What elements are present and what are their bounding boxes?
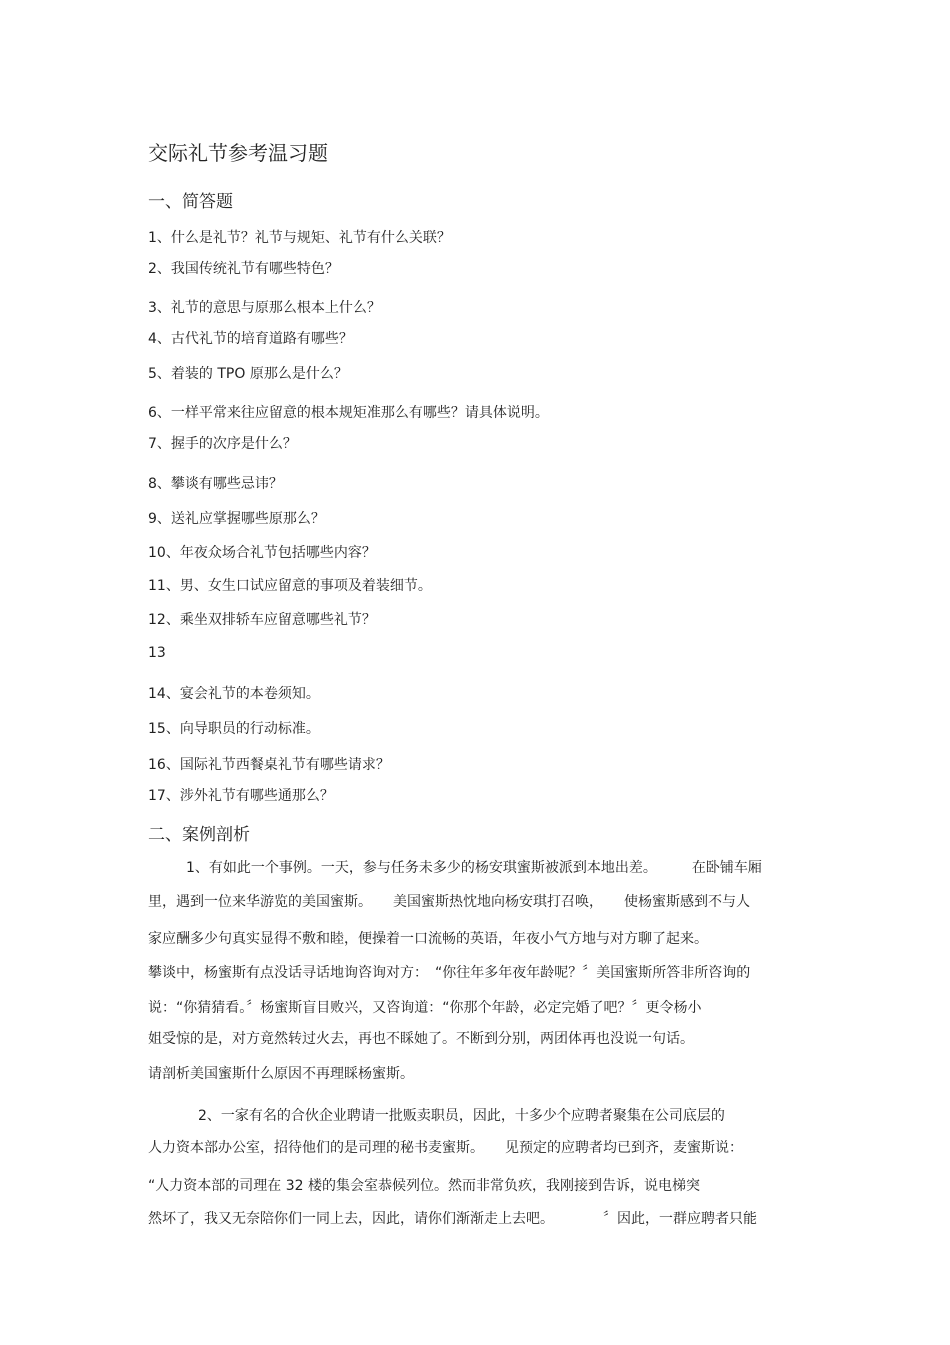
question-item: 12、乘坐双排轿车应留意哪些礼节？ (148, 612, 376, 628)
question-item: 8、攀谈有哪些忌讳？ (148, 476, 283, 492)
question-item: 1、什么是礼节？礼节与规矩、礼节有什么关联？ (148, 230, 451, 246)
question-item: 2、我国传统礼节有哪些特色？ (148, 261, 339, 277)
question-item: 13 (148, 645, 166, 661)
question-item: 16、国际礼节西餐桌礼节有哪些请求？ (148, 757, 390, 773)
question-item: 7、握手的次序是什么？ (148, 436, 297, 452)
case2-line: 人力资本部办公室，招待他们的是司理的秘书麦蜜斯。 见预定的应聘者均已到齐，麦蜜斯说： (148, 1140, 743, 1156)
case1-line: 攀谈中，杨蜜斯有点没话寻话地询咨询对方： “你往年多年夜年龄呢？〞美国蜜斯所答非所咨询的 (148, 965, 751, 981)
section-heading-short-answer: 一、简答题 (148, 192, 233, 212)
case1-line: 姐受惊的是，对方竟然转过火去，再也不睬她了。不断到分别，两团体再也没说一句话。 (148, 1031, 694, 1047)
case2-line: 然坏了，我又无奈陪你们一同上去，因此，请你们渐渐走上去吧。 〞因此，一群应聘者只能 (148, 1211, 757, 1227)
case2-line: “人力资本部的司理在 32 楼的集会室恭候列位。然而非常负疚，我刚接到告诉，说电梯突 (148, 1178, 700, 1194)
question-item: 5、着装的 TPO 原那么是什么？ (148, 366, 348, 382)
question-item: 11、男、女生口试应留意的事项及着装细节。 (148, 578, 432, 594)
case1-line: 说：“你猜猜看。〞杨蜜斯盲目败兴，又咨询道：“你那个年龄，必定完婚了吧？〞更令杨小 (148, 1000, 702, 1016)
question-item: 3、礼节的意思与原那么根本上什么？ (148, 300, 381, 316)
question-item: 9、送礼应掌握哪些原那么？ (148, 511, 325, 527)
question-item: 6、一样平常来往应留意的根本规矩准那么有哪些？请具体说明。 (148, 405, 549, 421)
case1-line: 里，遇到一位来华游览的美国蜜斯。 美国蜜斯热忱地向杨安琪打召唤， 使杨蜜斯感到不与人 (148, 894, 750, 910)
case1-line: 请剖析美国蜜斯什么原因不再理睬杨蜜斯。 (148, 1066, 414, 1082)
section-heading-case-analysis: 二、案例剖析 (148, 825, 250, 845)
case2-line: 2、一家有名的合伙企业聘请一批贩卖职员，因此，十多少个应聘者聚集在公司底层的 (198, 1108, 725, 1124)
case1-line: 家应酬多少句真实显得不敷和睦，便操着一口流畅的英语，年夜小气方地与对方聊了起来。 (148, 931, 708, 947)
case1-line: 1、有如此一个事例。一天，参与任务未多少的杨安琪蜜斯被派到本地出差。 在卧铺车厢 (186, 860, 762, 876)
question-item: 17、涉外礼节有哪些通那么？ (148, 788, 334, 804)
page-title: 交际礼节参考温习题 (148, 141, 328, 165)
question-item: 10、年夜众场合礼节包括哪些内容？ (148, 545, 376, 561)
question-item: 14、宴会礼节的本卷须知。 (148, 686, 320, 702)
question-item: 4、古代礼节的培育道路有哪些？ (148, 331, 353, 347)
question-item: 15、向导职员的行动标准。 (148, 721, 320, 737)
